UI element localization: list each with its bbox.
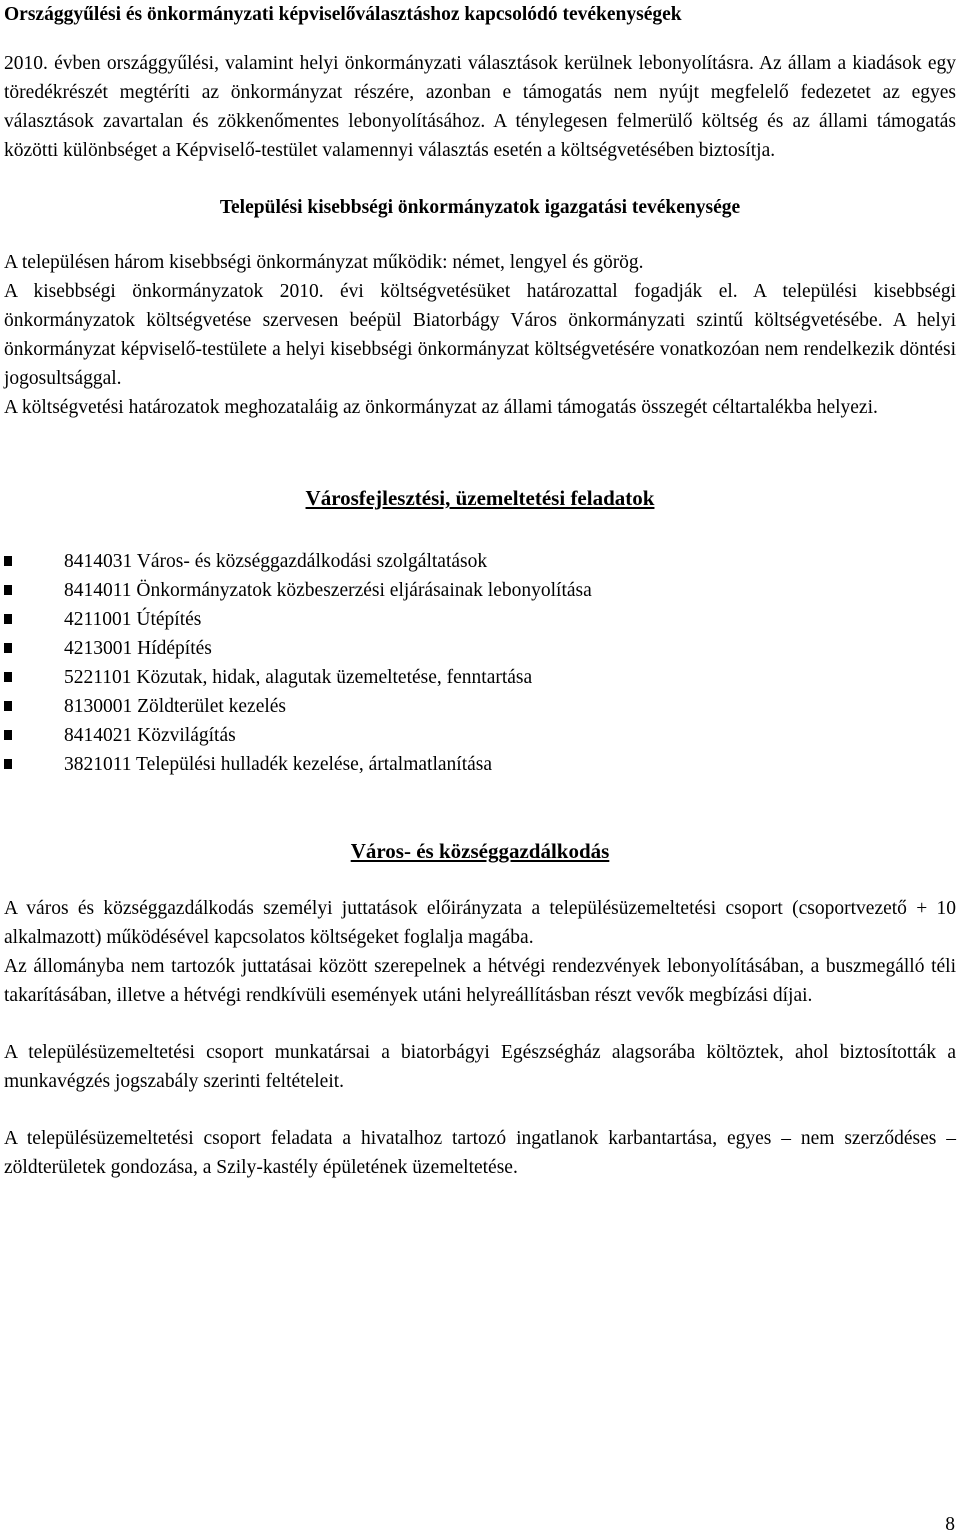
section-heading-city-management: Város- és községgazdálkodás bbox=[350, 839, 610, 863]
list-item: 4211001 Útépítés bbox=[4, 605, 956, 634]
list-item: 5221101 Közutak, hidak, alagutak üzemeltetése, fenntartása bbox=[4, 663, 956, 692]
paragraph-minority-1: A településen három kisebbségi önkormányzat működik: német, lengyel és görög. bbox=[4, 252, 644, 273]
square-bullet-icon bbox=[4, 643, 12, 653]
section-heading-urban-development: Városfejlesztési, üzemeltetési feladatok bbox=[305, 486, 655, 510]
paragraph-city-management-3: A településüzemeltetési csoport munkatársai a biatorbágyi Egészségház alagsorába költöztek, ahol biztosították a munkavégzés jogszabály szerinti feltételeit. bbox=[4, 1042, 956, 1092]
section-heading-elections: Országgyűlési és önkormányzati képviselőválasztáshoz kapcsolódó tevékenységek bbox=[4, 4, 682, 25]
square-bullet-icon bbox=[4, 759, 12, 769]
section-heading-minority-governments: Települési kisebbségi önkormányzatok igazgatási tevékenysége bbox=[219, 197, 741, 218]
list-item: 4213001 Hídépítés bbox=[4, 634, 956, 663]
page-number: 8 bbox=[945, 1514, 955, 1535]
square-bullet-icon bbox=[4, 730, 12, 740]
list-item: 8130001 Zöldterület kezelés bbox=[4, 692, 956, 721]
list-item: 8414011 Önkormányzatok közbeszerzési eljárásainak lebonyolítása bbox=[4, 576, 956, 605]
list-item: 3821011 Települési hulladék kezelése, ártalmatlanítása bbox=[4, 750, 956, 779]
paragraph-city-management-4: A településüzemeltetési csoport feladata a hivatalhoz tartozó ingatlanok karbantartása, egyes – nem szerződéses – zöldterületek gondozása, a Szily-kastély épületének üzemeltetése. bbox=[4, 1128, 956, 1178]
list-item: 8414031 Város- és községgazdálkodási szolgáltatások bbox=[4, 547, 956, 576]
paragraph-minority-3: A költségvetési határozatok meghozataláig az önkormányzat az állami támogatás összegét céltartalékba helyezi. bbox=[4, 397, 878, 418]
list-item: 8414021 Közvilágítás bbox=[4, 721, 956, 750]
square-bullet-icon bbox=[4, 614, 12, 624]
square-bullet-icon bbox=[4, 585, 12, 595]
task-list bbox=[4, 547, 956, 779]
square-bullet-icon bbox=[4, 556, 12, 566]
paragraph-minority-2: A kisebbségi önkormányzatok 2010. évi költségvetésüket határozattal fogadják el. A települési kisebbségi önkormányzatok költségvetése szervesen beépül Biatorbágy Város önkormányzati szintű költségvetésébe. A helyi önkormányzat képviselő-testülete a helyi kisebbségi önkormányzat költségvetésére vonatkozóan nem rendelkezik döntési jogosultsággal. bbox=[4, 281, 956, 389]
paragraph-elections: 2010. évben országgyűlési, valamint helyi önkormányzati választások kerülnek lebonyolításra. Az állam a kiadások egy töredékrészét megtéríti az önkormányzat részére, azonban e támogatás nem nyújt megfelelő fedezetet az egyes választások zavartalan és zökkenőmentes lebonyolításához. A ténylegesen felmerülő költség és az állami támogatás közötti különbséget a Képviselő-testület valamennyi választás esetén a költségvetésében biztosítja. bbox=[4, 53, 956, 161]
document-page bbox=[4, 0, 956, 1182]
paragraph-city-management-1: A város és községgazdálkodás személyi juttatások előirányzata a településüzemeltetési csoport (csoportvezető + 10 alkalmazott) működésével kapcsolatos költségeket foglalja magába. bbox=[4, 898, 956, 948]
paragraph-city-management-2: Az állományba nem tartozók juttatásai között szerepelnek a hétvégi rendezvények lebonyolításában, a buszmegálló téli takarításában, illetve a hétvégi rendkívüli események utáni helyreállításban részt vevők megbízási díjai. bbox=[4, 956, 956, 1006]
square-bullet-icon bbox=[4, 701, 12, 711]
square-bullet-icon bbox=[4, 672, 12, 682]
